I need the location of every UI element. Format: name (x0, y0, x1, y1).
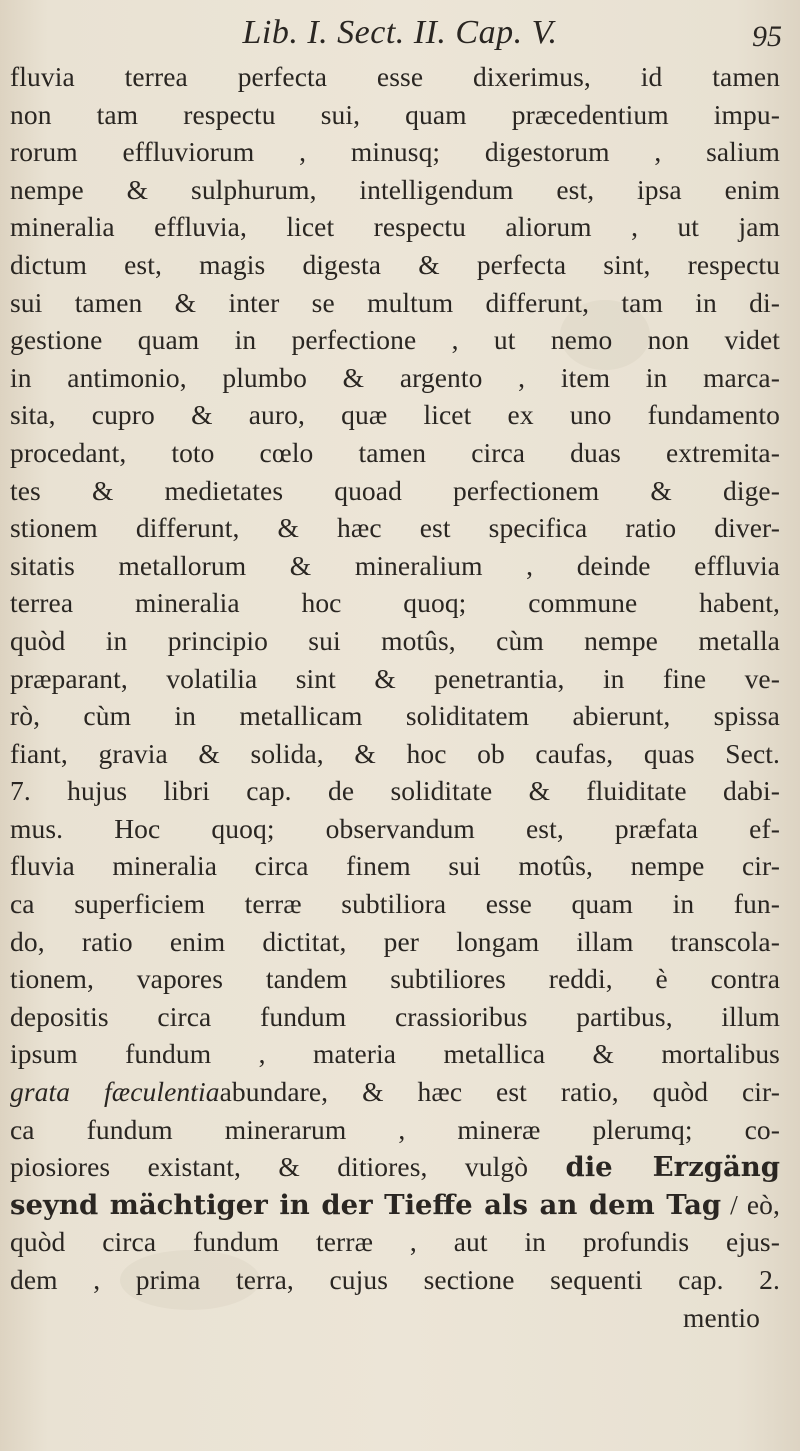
text-line: terrea mineralia hoc quoq; commune habent, (10, 587, 780, 619)
text-line (10, 1148, 780, 1186)
text-line: tes & medietates quoad perfectionem & dige- (10, 474, 780, 506)
text-line: nempe & sulphurum, intelligendum est, ipsa enim (10, 173, 780, 205)
catchword: mentio (683, 1301, 760, 1333)
text-line: stionem differunt, & hæc est specifica ratio diver- (10, 512, 780, 544)
text-line: rorum effluviorum , minusq; digestorum , salium (10, 136, 780, 168)
text-line: dem , prima terra, cujus sectione sequenti cap. 2. (10, 1264, 780, 1295)
text-line: procedant, toto cœlo tamen circa duas extremita- (10, 436, 780, 468)
italic-phrase: grata fæculentia (10, 1076, 220, 1108)
text-segment: abundare, & hæc est ratio, quòd cir- (219, 1076, 780, 1108)
blackletter-phrase: die Erzgäng (565, 1151, 780, 1184)
text-line: sui tamen & inter se multum differunt, tam in di- (10, 286, 780, 318)
page-header (0, 10, 800, 56)
text-line: 7. hujus libri cap. de soliditate & fluiditate dabi- (10, 775, 780, 807)
text-line: ca superficiem terræ subtiliora esse quam in fun- (10, 888, 780, 920)
text-line: fluvia terrea perfecta esse dixerimus, id tamen (10, 61, 780, 92)
text-line: depositis circa fundum crassioribus partibus, illum (10, 1000, 780, 1032)
text-line: ipsum fundum , materia metallica & mortalibus (10, 1038, 780, 1070)
text-line (10, 1073, 780, 1111)
body-text (10, 58, 780, 1336)
text-line: dictum est, magis digesta & perfecta sint, respectu (10, 248, 780, 280)
text-line: sitatis metallorum & mineralium , deinde effluvia (10, 549, 780, 581)
text-line: tionem, vapores tandem subtiliores reddi, è contra (10, 963, 780, 995)
text-line: rò, cùm in metallicam soliditatem abierunt, spissa (10, 700, 780, 732)
text-line: fiant, gravia & solida, & hoc ob caufas, quas Sect. (10, 737, 780, 769)
text-line: ca fundum minerarum , mineræ plerumq; co- (10, 1113, 780, 1145)
text-line: mus. Hoc quoq; observandum est, præfata ef- (10, 812, 780, 844)
text-line: sita, cupro & auro, quæ licet ex uno fundamento (10, 399, 780, 431)
text-line (10, 1186, 780, 1224)
text-segment: / eò, (730, 1188, 780, 1220)
text-line: quòd in principio sui motûs, cùm nempe metalla (10, 624, 780, 656)
blackletter-phrase: seynd mächtiger in der Tieffe als an dem Tag (10, 1188, 722, 1221)
text-line: do, ratio enim dictitat, per longam illam transcola- (10, 925, 780, 957)
page-number: 95 (752, 20, 782, 53)
text-line: non tam respectu sui, quam præcedentium impu- (10, 98, 780, 130)
text-line: mineralia effluvia, licet respectu aliorum , ut jam (10, 211, 780, 243)
running-head: Lib. I. Sect. II. Cap. V. (242, 14, 558, 51)
text-line: fluvia mineralia circa finem sui motûs, nempe cir- (10, 850, 780, 882)
text-line: in antimonio, plumbo & argento , item in marca- (10, 361, 780, 393)
text-line: gestione quam in perfectione , ut nemo non videt (10, 324, 780, 356)
text-segment: piosiores existant, & ditiores, vulgò (10, 1151, 529, 1183)
text-line: quòd circa fundum terræ , aut in profundis ejus- (10, 1226, 780, 1258)
text-line: præparant, volatilia sint & penetrantia, in fine ve- (10, 662, 780, 694)
